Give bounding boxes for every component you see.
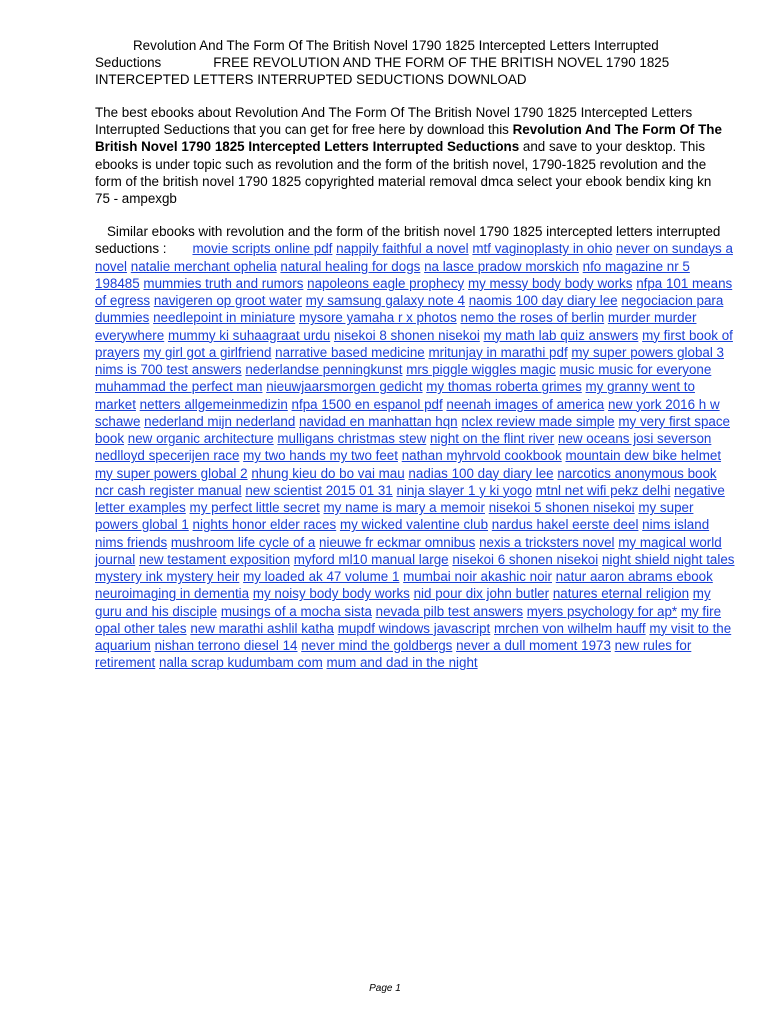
ebook-link[interactable]: negative letter examples bbox=[95, 482, 725, 515]
ebook-link[interactable]: natures eternal religion bbox=[552, 586, 690, 602]
ebook-link[interactable]: my super powers global 2 bbox=[95, 465, 248, 481]
ebook-link[interactable]: mtf vaginoplasty in ohio bbox=[472, 241, 613, 257]
ebook-link[interactable]: narrative based medicine bbox=[275, 344, 425, 360]
ebook-link[interactable]: never a dull moment 1973 bbox=[456, 638, 611, 653]
ebook-link[interactable]: nishan terrono diesel 14 bbox=[154, 638, 298, 653]
ebook-link[interactable]: nfo magazine nr 5 198485 bbox=[95, 258, 690, 291]
ebook-link[interactable]: mumbai noir akashic noir bbox=[403, 569, 552, 584]
ebook-link[interactable]: nisekoi 5 shonen nisekoi bbox=[488, 500, 635, 515]
ebook-link[interactable]: my loaded ak 47 volume 1 bbox=[243, 569, 400, 584]
intro-bold-title: Revolution And The Form Of The British Novel 1790 1825 Intercepted Letters Interrupted Seductions bbox=[95, 122, 722, 155]
ebook-link[interactable]: mritunjay in marathi pdf bbox=[428, 344, 568, 360]
ebook-link[interactable]: mysore yamaha r x photos bbox=[298, 310, 457, 326]
ebook-link[interactable]: nisekoi 8 shonen nisekoi bbox=[333, 327, 480, 343]
ebook-link[interactable]: my visit to the aquarium bbox=[95, 620, 732, 653]
ebook-link[interactable]: natalie merchant ophelia bbox=[130, 258, 277, 274]
header-line-2b: FREE REVOLUTION AND THE FORM OF THE BRITISH NOVEL 1790 1825 bbox=[213, 55, 670, 71]
ebook-link[interactable]: new rules for retirement bbox=[95, 638, 692, 671]
ebook-link[interactable]: nadias 100 day diary lee bbox=[408, 465, 554, 481]
ebook-link[interactable]: my magical world journal bbox=[95, 534, 722, 567]
page-number: Page 1 bbox=[369, 983, 401, 994]
ebook-link[interactable]: needlepoint in miniature bbox=[153, 310, 296, 326]
ebook-link[interactable]: mtnl net wifi pekz delhi bbox=[535, 482, 671, 498]
ebook-link[interactable]: nexis a tricksters novel bbox=[479, 534, 615, 550]
ebook-link[interactable]: nfpa 1500 en espanol pdf bbox=[291, 396, 443, 412]
ebook-link[interactable]: nisekoi 6 shonen nisekoi bbox=[452, 551, 599, 567]
ebook-link[interactable]: napoleons eagle prophecy bbox=[307, 275, 465, 291]
ebook-link[interactable]: mushroom life cycle of a bbox=[170, 534, 316, 550]
ebook-link[interactable]: netters allgemeinmedizin bbox=[139, 396, 288, 412]
ebook-link[interactable]: my samsung galaxy note 4 bbox=[305, 293, 465, 308]
similar-links-list bbox=[95, 241, 734, 670]
ebook-link[interactable]: mystery ink mystery heir bbox=[95, 569, 240, 584]
ebook-link[interactable]: my math lab quiz answers bbox=[483, 327, 639, 343]
ebook-link[interactable]: my messy body body works bbox=[467, 275, 633, 291]
ebook-link[interactable]: nedlloyd specerijen race bbox=[95, 448, 240, 464]
ebook-link[interactable]: nathan myhrvold cookbook bbox=[401, 448, 562, 464]
ebook-link[interactable]: nieuwe fr eckmar omnibus bbox=[319, 534, 476, 550]
ebook-link[interactable]: nieuwjaarsmorgen gedicht bbox=[266, 379, 423, 395]
ebook-link[interactable]: nights honor elder races bbox=[192, 517, 337, 533]
ebook-link[interactable]: night shield night tales bbox=[601, 551, 735, 567]
ebook-link[interactable]: ninja slayer 1 y ki yogo bbox=[396, 482, 532, 498]
ebook-link[interactable]: my name is mary a memoir bbox=[323, 500, 485, 515]
ebook-link[interactable]: mummies truth and rumors bbox=[143, 275, 304, 291]
ebook-link[interactable]: negociacion para dummies bbox=[95, 293, 724, 326]
ebook-link[interactable]: narcotics anonymous book bbox=[557, 465, 717, 481]
ebook-link[interactable]: my super powers global 1 bbox=[95, 500, 694, 533]
ebook-link[interactable]: never on sundays a novel bbox=[95, 241, 733, 274]
ebook-link[interactable]: my wicked valentine club bbox=[339, 517, 489, 533]
ebook-link[interactable]: natur aaron abrams ebook bbox=[555, 569, 713, 584]
ebook-link[interactable]: myford ml10 manual large bbox=[293, 551, 449, 567]
ebook-link[interactable]: my perfect little secret bbox=[189, 500, 320, 515]
ebook-link[interactable]: night on the flint river bbox=[429, 431, 555, 446]
ebook-link[interactable]: na lasce pradow morskich bbox=[424, 258, 579, 274]
ebook-link[interactable]: my two hands my two feet bbox=[243, 448, 398, 464]
ebook-link[interactable]: music music for everyone bbox=[559, 362, 712, 377]
document-header bbox=[95, 37, 715, 89]
ebook-link[interactable]: murder murder everywhere bbox=[95, 310, 697, 343]
ebook-link[interactable]: my thomas roberta grimes bbox=[426, 379, 582, 395]
ebook-link[interactable]: naomis 100 day diary lee bbox=[468, 293, 618, 308]
ebook-link[interactable]: never mind the goldbergs bbox=[301, 638, 453, 653]
ebook-link[interactable]: new organic architecture bbox=[127, 431, 274, 446]
ebook-link[interactable]: nims island nims friends bbox=[95, 517, 710, 550]
similar-lead-text: Similar ebooks with revolution and the form of the british novel 1790 1825 intercepted letters interrupted seductions : bbox=[95, 224, 721, 257]
ebook-link[interactable]: mrs piggle wiggles magic bbox=[406, 362, 556, 377]
ebook-link[interactable]: nardus hakel eerste deel bbox=[491, 517, 639, 533]
ebook-link[interactable]: movie scripts online pdf bbox=[192, 241, 333, 257]
ebook-link[interactable]: ncr cash register manual bbox=[95, 482, 242, 498]
ebook-link[interactable]: my granny went to market bbox=[95, 379, 695, 412]
ebook-link[interactable]: mountain dew bike helmet bbox=[565, 448, 722, 464]
ebook-link[interactable]: new oceans josi severson bbox=[558, 431, 712, 446]
ebook-link[interactable]: navidad en manhattan hqn bbox=[299, 413, 458, 429]
intro-text-1: The best ebooks about Revolution And The Form Of The British Novel 1790 1825 Intercepted Letters Interrupted Seductions that you can get for free here by download this bbox=[95, 105, 693, 138]
ebook-link[interactable]: nid pour dix john butler bbox=[413, 586, 550, 602]
ebook-link[interactable]: neuroimaging in dementia bbox=[95, 586, 250, 602]
ebook-link[interactable]: nhung kieu do bo vai mau bbox=[251, 465, 405, 481]
ebook-link[interactable]: my very first space book bbox=[95, 413, 730, 446]
ebook-link[interactable]: nappily faithful a novel bbox=[336, 241, 469, 257]
ebook-link[interactable]: myers psychology for ap* bbox=[526, 603, 678, 619]
ebook-link[interactable]: my guru and his disciple bbox=[95, 586, 711, 619]
ebook-link[interactable]: mulligans christmas stew bbox=[277, 431, 427, 446]
similar-ebooks-section bbox=[95, 223, 735, 672]
ebook-link[interactable]: nemo the roses of berlin bbox=[460, 310, 605, 326]
ebook-link[interactable]: natural healing for dogs bbox=[280, 258, 421, 274]
ebook-link[interactable]: new york 2016 h w schawe bbox=[95, 396, 720, 429]
ebook-link[interactable]: nalla scrap kudumbam com bbox=[159, 655, 323, 671]
ebook-link[interactable]: my noisy body body works bbox=[252, 586, 410, 602]
ebook-link[interactable]: mrchen von wilhelm hauff bbox=[494, 620, 646, 636]
ebook-link[interactable]: my first book of prayers bbox=[95, 327, 733, 360]
ebook-link[interactable]: nederland mijn nederland bbox=[144, 413, 296, 429]
ebook-link[interactable]: musings of a mocha sista bbox=[220, 603, 372, 619]
intro-text-2: and save to your desktop. This ebooks is under topic such as revolution and the form of the british novel, 1790-1825 revolution and the form of the british novel 1790 1825 copyrighted material removal dmca select your ebook bendix king kn 75 - ampexgb bbox=[95, 139, 712, 207]
ebook-link[interactable]: my girl got a girlfriend bbox=[143, 344, 272, 360]
ebook-link[interactable]: mupdf windows javascript bbox=[337, 620, 491, 636]
ebook-link[interactable]: new testament exposition bbox=[138, 551, 291, 567]
ebook-link[interactable]: my fire opal other tales bbox=[95, 603, 722, 636]
header-line-1: Revolution And The Form Of The British Novel 1790 1825 Intercepted Letters Interrupted bbox=[133, 38, 659, 53]
ebook-link[interactable]: mummy ki suhaagraat urdu bbox=[167, 327, 331, 343]
ebook-link[interactable]: muhammad the perfect man bbox=[95, 379, 263, 395]
ebook-link[interactable]: neenah images of america bbox=[446, 396, 605, 412]
ebook-link[interactable]: nfpa 101 means of egress bbox=[95, 275, 733, 308]
ebook-link[interactable]: nclex review made simple bbox=[461, 413, 615, 429]
header-line-2a: Seductions bbox=[95, 55, 162, 71]
ebook-link[interactable]: mum and dad in the night bbox=[326, 655, 478, 671]
intro-paragraph bbox=[95, 104, 725, 207]
ebook-link[interactable]: new scientist 2015 01 31 bbox=[245, 482, 393, 498]
ebook-link[interactable]: navigeren op groot water bbox=[153, 293, 302, 308]
header-line-2 bbox=[95, 54, 715, 71]
ebook-link[interactable]: nevada pilb test answers bbox=[375, 603, 524, 619]
ebook-link[interactable]: new marathi ashlil katha bbox=[190, 620, 334, 636]
header-line-3: INTERCEPTED LETTERS INTERRUPTED SEDUCTIONS DOWNLOAD bbox=[95, 72, 527, 88]
ebook-link[interactable]: nims is 700 test answers bbox=[95, 362, 242, 377]
ebook-link[interactable]: nederlandse penningkunst bbox=[245, 362, 403, 377]
ebook-link[interactable]: my super powers global 3 bbox=[571, 344, 724, 360]
